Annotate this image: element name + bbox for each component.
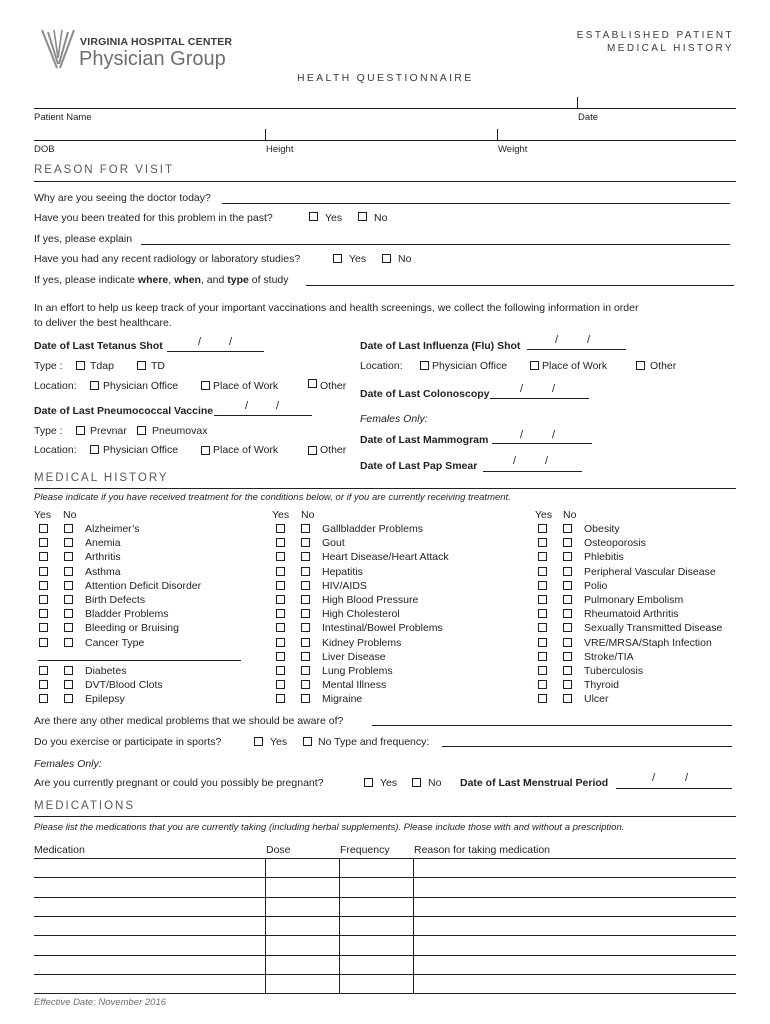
col1-row6-yes-checkbox[interactable] [39,609,48,618]
condition-label: Thyroid [584,679,620,692]
studies-detail-label: If yes, please indicate where, when, and type of study [34,274,289,286]
col1b-row0-no-checkbox[interactable] [64,666,73,675]
col1b-row2-yes-checkbox[interactable] [39,694,48,703]
doc-title-line2: MEDICAL HISTORY [607,43,734,54]
condition-label: DVT/Blood Clots [85,679,163,692]
flu-label: Date of Last Influenza (Flu) Shot [360,340,521,352]
pneumo-other-label: Other [320,444,347,456]
table-row[interactable] [34,877,736,878]
condition-label: Birth Defects [85,594,146,606]
col3-row2-yes-checkbox[interactable] [538,552,547,561]
vaccine-intro-line2: to deliver the best healthcare. [34,317,172,329]
divider [577,97,578,108]
date-slash: / [276,400,280,412]
col3-row8-yes-checkbox[interactable] [538,638,547,647]
doc-title-line1: ESTABLISHED PATIENT [576,30,734,41]
col1-row1-no-checkbox[interactable] [64,538,73,547]
pneumo-date-line[interactable] [214,415,312,416]
condition-label: Hepatitis [322,565,363,578]
flu-work-checkbox[interactable] [530,361,539,370]
condition-label: Mental Illness [322,679,387,692]
subtitle: HEALTH QUESTIONNAIRE [297,72,474,84]
pregnant-yes-label: Yes [380,777,398,789]
date-label: Date [578,112,599,123]
pneumovax-checkbox[interactable] [137,426,146,435]
condition-label: Gallbladder Problems [322,523,423,535]
col1-row6-no-checkbox[interactable] [64,609,73,618]
condition-label: Asthma [85,565,121,578]
condition-label: Kidney Problems [322,636,402,649]
females-only-label: Females Only: [360,413,428,425]
col1-row2-no-checkbox[interactable] [64,552,73,561]
col2-row8-yes-checkbox[interactable] [276,638,285,647]
pneumo-office-label: Physician Office [103,444,179,456]
reason-answer-line[interactable] [222,203,730,204]
tdap-checkbox[interactable] [76,361,85,370]
exercise-yes-checkbox[interactable] [254,737,263,746]
explain-line[interactable] [141,244,730,245]
colonoscopy-date-line[interactable] [490,398,589,399]
date-slash: / [520,429,524,441]
condition-label: Anemia [85,537,121,550]
menstrual-label: Date of Last Menstrual Period [460,777,609,789]
col2-row2-no-checkbox[interactable] [301,552,310,561]
col2-row1-no-checkbox[interactable] [301,538,310,547]
condition-label: Phlebitis [584,551,624,564]
pneumo-label: Date of Last Pneumococcal Vaccine [34,405,214,417]
colonoscopy-label: Date of Last Colonoscopy [360,388,490,400]
condition-label: Gout [322,537,345,550]
flu-other-label: Other [650,360,677,372]
condition-label: Rheumatoid Arthritis [584,608,679,621]
prevnar-label: Prevnar [90,425,127,437]
exercise-no-checkbox[interactable] [303,737,312,746]
condition-label: Peripheral Vascular Disease [584,565,716,578]
exercise-type-line[interactable] [442,746,732,747]
exercise-yes-label: Yes [270,736,288,748]
col1-row5-no-checkbox[interactable] [64,595,73,604]
col2-row11-yes-checkbox[interactable] [276,680,285,689]
dob-line[interactable] [34,140,736,141]
reason-section-title: REASON FOR VISIT [34,164,174,176]
tetanus-office-label: Physician Office [103,380,179,392]
table-row[interactable] [34,916,736,917]
col2-no-header: No [301,509,315,521]
condition-label: Heart Disease/Heart Attack [322,551,449,564]
treated-before-q: Have you been treated for this problem in the past? [34,212,273,224]
col3-row5-yes-checkbox[interactable] [538,595,547,604]
pregnant-no-label: No [428,777,442,789]
date-slash: / [552,429,556,441]
td-checkbox[interactable] [137,361,146,370]
patient-name-line[interactable] [34,108,736,109]
treated-no-checkbox[interactable] [358,212,367,221]
col2-yes-header: Yes [272,509,290,521]
studies-no-label: No [398,253,412,265]
col2-row7-yes-checkbox[interactable] [276,623,285,632]
divider [497,129,498,140]
col1-row4-yes-checkbox[interactable] [39,581,48,590]
col3-row0-no-checkbox[interactable] [563,524,572,533]
condition-label: Cancer Type [85,636,145,649]
tetanus-date-line[interactable] [167,351,264,352]
tetanus-type-label: Type : [34,360,63,372]
col3-row9-no-checkbox[interactable] [563,652,572,661]
mammogram-date-line[interactable] [492,443,592,444]
pregnant-no-checkbox[interactable] [412,778,421,787]
condition-label: Lung Problems [322,665,393,677]
tetanus-other-label: Other [320,380,347,392]
condition-label: Tuberculosis [584,665,644,677]
pneumovax-label: Pneumovax [152,425,208,437]
weight-label: Weight [498,144,528,155]
condition-label: Osteoporosis [584,537,646,550]
condition-label: VRE/MRSA/Staph Infection [584,636,712,649]
date-slash: / [229,336,233,348]
col2-row4-yes-checkbox[interactable] [276,581,285,590]
tetanus-other-checkbox[interactable] [308,379,317,388]
other-problems-q: Are there any other medical problems that we should be aware of? [34,715,344,727]
col3-row12-yes-checkbox[interactable] [538,694,547,703]
flu-work-label: Place of Work [542,360,608,372]
col3-row4-yes-checkbox[interactable] [538,581,547,590]
col2-row0-yes-checkbox[interactable] [276,524,285,533]
col3-row7-yes-checkbox[interactable] [538,623,547,632]
col3-row8-no-checkbox[interactable] [563,638,572,647]
col-medication-header: Medication [34,844,85,856]
divider [265,129,266,140]
col1b-row0-yes-checkbox[interactable] [39,666,48,675]
condition-label: Liver Disease [322,650,386,663]
pap-date-line[interactable] [483,471,582,472]
condition-label: High Blood Pressure [322,594,419,606]
condition-label: Pulmonary Embolism [584,594,684,606]
section-rule [34,488,736,489]
history-females-only: Females Only: [34,758,102,770]
date-slash: / [245,400,249,412]
condition-label: Bleeding or Bruising [85,622,179,635]
col1b-row1-no-checkbox[interactable] [64,680,73,689]
other-problems-line[interactable] [372,725,732,726]
col1-row0-no-checkbox[interactable] [64,524,73,533]
pregnant-yes-checkbox[interactable] [364,778,373,787]
studies-no-checkbox[interactable] [382,254,391,263]
section-rule [34,816,736,817]
col2-row7-no-checkbox[interactable] [301,623,310,632]
pneumo-other-checkbox[interactable] [308,446,317,455]
medications-instructions: Please list the medications that you are currently taking (including herbal supplements). Please include those with and without a prescription. [34,822,625,833]
section-rule [34,181,736,182]
condition-label: High Cholesterol [322,608,400,621]
col3-row4-no-checkbox[interactable] [563,581,572,590]
col3-row12-no-checkbox[interactable] [563,694,572,703]
col2-row11-no-checkbox[interactable] [301,680,310,689]
col3-row1-no-checkbox[interactable] [563,538,572,547]
date-slash: / [520,383,524,395]
studies-q: Have you had any recent radiology or laboratory studies? [34,253,301,265]
col3-row11-yes-checkbox[interactable] [538,680,547,689]
condition-label: Intestinal/Bowel Problems [322,622,443,635]
tetanus-work-checkbox[interactable] [201,381,210,390]
col2-row6-no-checkbox[interactable] [301,609,310,618]
pregnant-q: Are you currently pregnant or could you possibly be pregnant? [34,777,324,789]
table-row[interactable] [34,858,736,859]
reason-q1: Why are you seeing the doctor today? [34,192,211,204]
col1-row0-yes-checkbox[interactable] [39,524,48,533]
table-row[interactable] [34,993,736,994]
col2-row1-yes-checkbox[interactable] [276,538,285,547]
pneumo-work-checkbox[interactable] [201,446,210,455]
treated-yes-checkbox[interactable] [309,212,318,221]
tetanus-location-label: Location: [34,380,77,392]
col3-row6-yes-checkbox[interactable] [538,609,547,618]
condition-label: Alzheimer’s [85,523,140,535]
vaccine-intro-line1: In an effort to help us keep track of your important vaccinations and health screenings, we collect the following information in order [34,302,639,314]
pap-label: Date of Last Pap Smear [360,460,478,472]
col3-row3-yes-checkbox[interactable] [538,567,547,576]
col1-row8-yes-checkbox[interactable] [39,638,48,647]
col3-row6-no-checkbox[interactable] [563,609,572,618]
col2-row12-no-checkbox[interactable] [301,694,310,703]
condition-label: Epilepsy [85,693,125,706]
flu-office-checkbox[interactable] [420,361,429,370]
col3-row3-no-checkbox[interactable] [563,567,572,576]
col1-yes-header: Yes [34,509,52,521]
flu-date-line[interactable] [527,349,626,350]
org-name: Physician Group [79,48,226,70]
col2-row4-no-checkbox[interactable] [301,581,310,590]
vhc-logo-icon [40,28,76,70]
col2-row2-yes-checkbox[interactable] [276,552,285,561]
col1-no-header: No [63,509,77,521]
col3-row10-yes-checkbox[interactable] [538,666,547,675]
pneumo-work-label: Place of Work [213,444,279,456]
condition-label: Bladder Problems [85,608,169,621]
history-section-title: MEDICAL HISTORY [34,472,169,484]
col2-row5-yes-checkbox[interactable] [276,595,285,604]
studies-yes-label: Yes [349,253,367,265]
col1-row1-yes-checkbox[interactable] [39,538,48,547]
studies-detail-line[interactable] [306,285,734,286]
condition-label: Sexually Transmitted Disease [584,622,723,635]
col1-row2-yes-checkbox[interactable] [39,552,48,561]
dob-label: DOB [34,144,55,155]
date-slash: / [587,334,591,346]
condition-label: Polio [584,579,608,592]
menstrual-date-line[interactable] [616,788,732,789]
col2-row5-no-checkbox[interactable] [301,595,310,604]
col-dose-header: Dose [266,844,291,856]
tetanus-work-label: Place of Work [213,380,279,392]
td-label: TD [151,360,165,372]
condition-label: Ulcer [584,693,609,706]
condition-label: HIV/AIDS [322,579,367,592]
col2-row6-yes-checkbox[interactable] [276,609,285,618]
col2-row8-no-checkbox[interactable] [301,638,310,647]
date-slash: / [513,455,517,467]
mammogram-label: Date of Last Mammogram [360,434,489,446]
col3-row2-no-checkbox[interactable] [563,552,572,561]
col3-yes-header: Yes [535,509,553,521]
col2-row0-no-checkbox[interactable] [301,524,310,533]
table-row[interactable] [34,897,736,898]
col1-row4-no-checkbox[interactable] [64,581,73,590]
col3-row9-yes-checkbox[interactable] [538,652,547,661]
pneumo-location-label: Location: [34,444,77,456]
col3-row11-no-checkbox[interactable] [563,680,572,689]
col1-row7-no-checkbox[interactable] [64,623,73,632]
col3-row5-no-checkbox[interactable] [563,595,572,604]
treated-no-label: No [374,212,388,224]
medications-section-title: MEDICATIONS [34,800,136,812]
pneumo-type-label: Type : [34,425,63,437]
date-slash: / [545,455,549,467]
condition-label: Migraine [322,693,363,706]
table-column-divider [265,858,266,993]
col2-row3-no-checkbox[interactable] [301,567,310,576]
cancer-type-line[interactable] [38,660,241,661]
date-slash: / [652,772,656,784]
col2-row10-yes-checkbox[interactable] [276,666,285,675]
condition-label: Obesity [584,523,620,535]
condition-label: Arthritis [85,551,121,564]
col2-row3-yes-checkbox[interactable] [276,567,285,576]
col3-row7-no-checkbox[interactable] [563,623,572,632]
col1b-row1-yes-checkbox[interactable] [39,680,48,689]
effective-date: Effective Date: November 2016 [34,997,167,1008]
org-line: VIRGINIA HOSPITAL CENTER [80,36,233,48]
table-row[interactable] [34,955,736,956]
col3-row10-no-checkbox[interactable] [563,666,572,675]
date-slash: / [198,336,202,348]
col3-row0-yes-checkbox[interactable] [538,524,547,533]
col1-row5-yes-checkbox[interactable] [39,595,48,604]
tetanus-office-checkbox[interactable] [90,381,99,390]
col1-row8-no-checkbox[interactable] [64,638,73,647]
date-slash: / [685,772,689,784]
col1b-row2-no-checkbox[interactable] [64,694,73,703]
exercise-q: Do you exercise or participate in sports? [34,736,222,748]
table-column-divider [413,858,414,993]
flu-office-label: Physician Office [432,360,508,372]
flu-location-label: Location: [360,360,403,372]
col3-row1-yes-checkbox[interactable] [538,538,547,547]
date-slash: / [552,383,556,395]
condition-label: Stroke/TIA [584,650,634,663]
tdap-label: Tdap [90,360,114,372]
col1-row3-yes-checkbox[interactable] [39,567,48,576]
col2-row9-yes-checkbox[interactable] [276,652,285,661]
prevnar-checkbox[interactable] [76,426,85,435]
explain-label: If yes, please explain [34,233,133,245]
col1-row7-yes-checkbox[interactable] [39,623,48,632]
col2-row9-no-checkbox[interactable] [301,652,310,661]
condition-label: Attention Deficit Disorder [85,579,202,592]
tetanus-label: Date of Last Tetanus Shot [34,340,163,352]
col-reason-header: Reason for taking medication [414,844,550,856]
table-column-divider [339,858,340,993]
height-label: Height [266,144,294,155]
condition-label: Diabetes [85,665,127,677]
col1-row3-no-checkbox[interactable] [64,567,73,576]
col2-row12-yes-checkbox[interactable] [276,694,285,703]
pneumo-office-checkbox[interactable] [90,445,99,454]
table-row[interactable] [34,974,736,975]
col3-no-header: No [563,509,577,521]
history-instructions: Please indicate if you have received treatment for the conditions below, or if you are currently receiving treatment. [34,492,511,503]
treated-yes-label: Yes [325,212,343,224]
date-slash: / [555,334,559,346]
table-row[interactable] [34,935,736,936]
col-frequency-header: Frequency [340,844,390,856]
patient-name-label: Patient Name [34,112,92,123]
col2-row10-no-checkbox[interactable] [301,666,310,675]
exercise-type-label: No Type and frequency: [318,736,430,748]
flu-other-checkbox[interactable] [636,361,645,370]
studies-yes-checkbox[interactable] [333,254,342,263]
